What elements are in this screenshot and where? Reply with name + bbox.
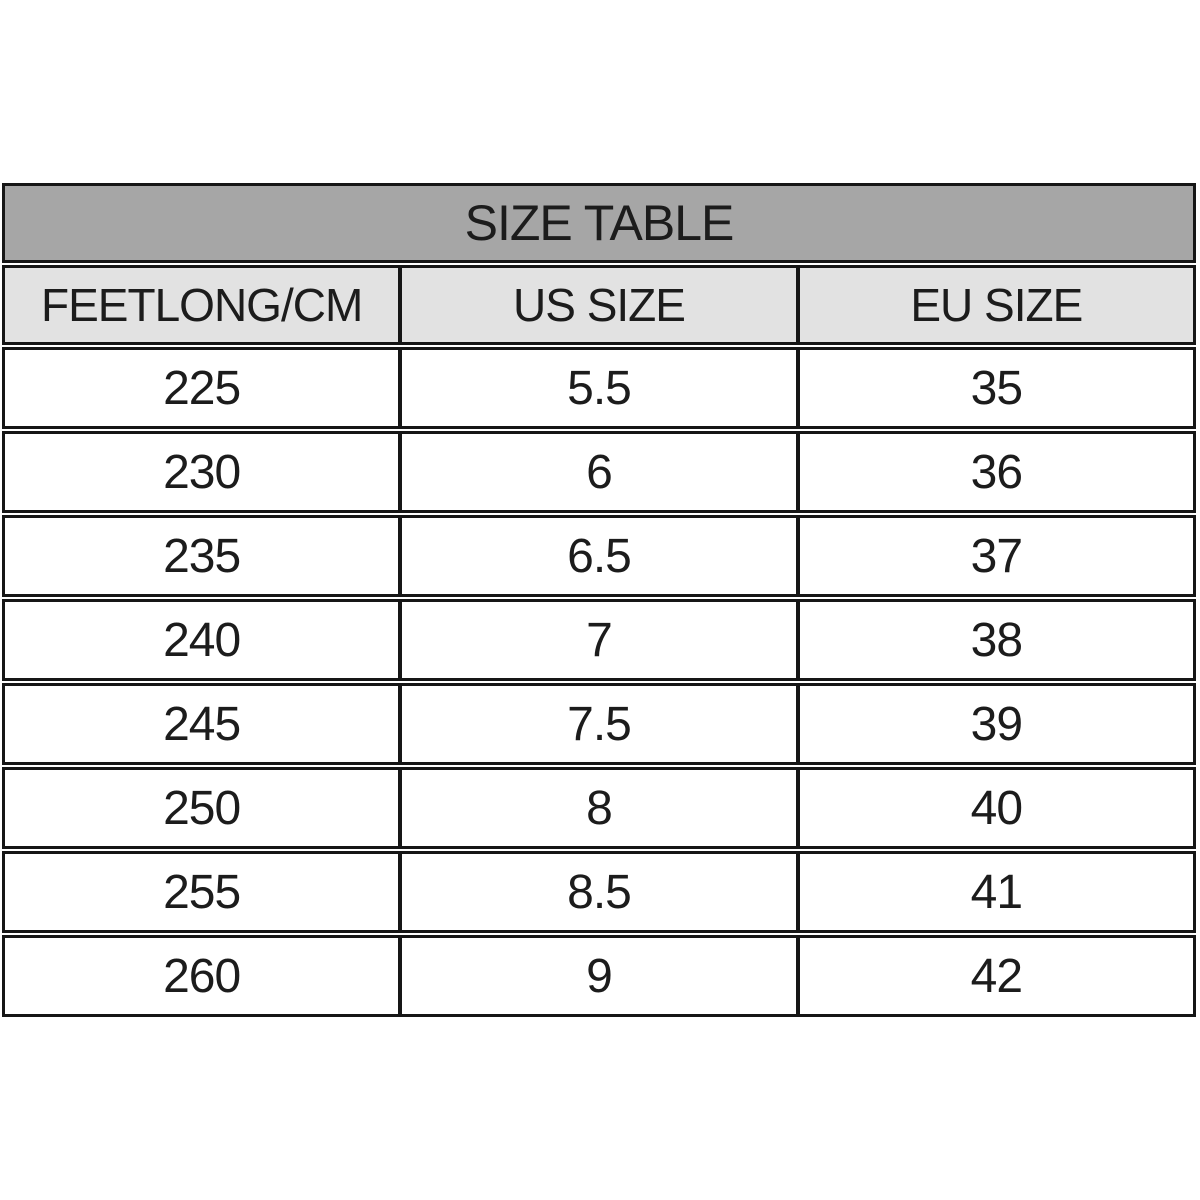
eu-size-value: 38	[970, 613, 1023, 667]
eu-size-value: 36	[970, 445, 1023, 499]
us-size-value: 8.5	[398, 854, 799, 930]
us-size-value: 7	[398, 602, 799, 678]
eu-size-value: 40	[970, 781, 1023, 835]
eu-size-value: 35	[970, 361, 1023, 415]
us-size-value: 6.5	[398, 518, 799, 594]
table-row	[2, 935, 1196, 1017]
us-size-value: 7.5	[398, 686, 799, 762]
size-table	[2, 183, 1196, 1017]
column-header-feetlong-cm: FEETLONG/CM	[41, 279, 363, 331]
eu-size-value: 42	[970, 949, 1023, 1003]
eu-size-value: 37	[970, 529, 1023, 583]
us-size-value: 9	[398, 938, 799, 1014]
us-size-value: 5.5	[398, 350, 799, 426]
table-row	[2, 851, 1196, 933]
feetlong-value: 230	[163, 445, 241, 499]
table-row	[2, 767, 1196, 849]
table-title-row	[2, 183, 1196, 263]
feetlong-value: 225	[163, 361, 241, 415]
feetlong-value: 255	[163, 865, 241, 919]
table-row	[2, 599, 1196, 681]
table-row	[2, 347, 1196, 429]
table-row	[2, 515, 1196, 597]
us-size-value: 6	[398, 434, 799, 510]
column-header-eu-size: EU SIZE	[910, 279, 1083, 331]
us-size-value: 8	[398, 770, 799, 846]
feetlong-value: 235	[163, 529, 241, 583]
table-title: SIZE TABLE	[464, 195, 734, 251]
table-row	[2, 683, 1196, 765]
eu-size-value: 39	[970, 697, 1023, 751]
table-row	[2, 431, 1196, 513]
table-header-row	[2, 265, 1196, 345]
feetlong-value: 240	[163, 613, 241, 667]
eu-size-value: 41	[970, 865, 1023, 919]
feetlong-value: 260	[163, 949, 241, 1003]
feetlong-value: 245	[163, 697, 241, 751]
feetlong-value: 250	[163, 781, 241, 835]
column-header-us-size: US SIZE	[398, 268, 799, 342]
